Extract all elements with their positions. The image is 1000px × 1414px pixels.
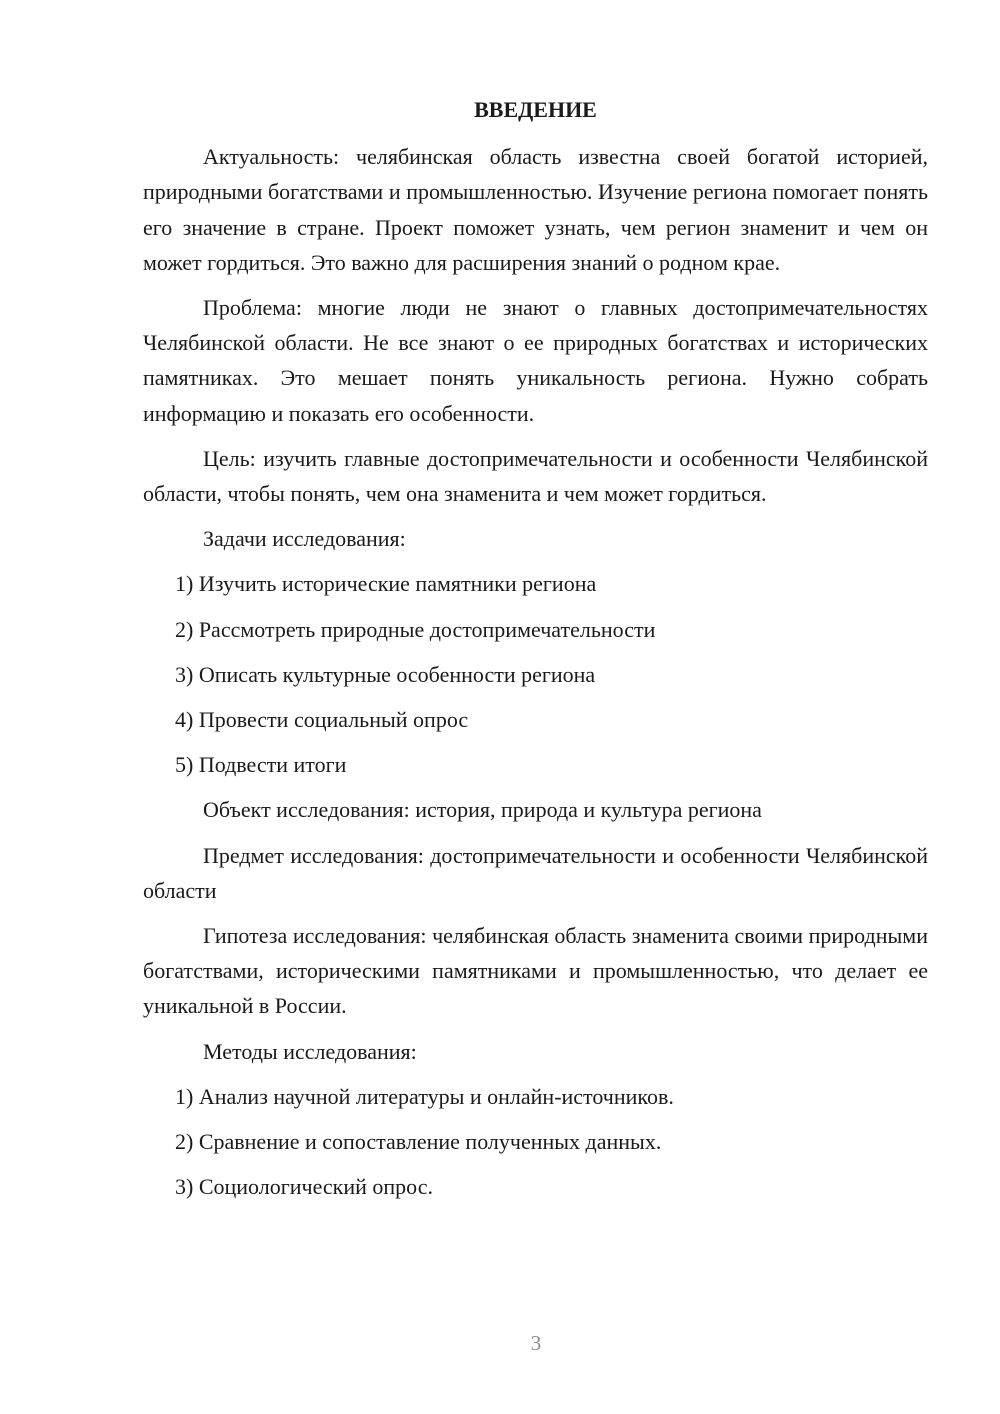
task-item: 4) Провести социальный опрос [175,707,469,733]
relevance-paragraph: Актуальность: челябинская область известна своей богатой историей, природными богатствами и промышленностью. Изучение региона помогает понять его значение в стране. Проект поможет узнать, чем регион знаменит и чем он может гордиться. Это важно для расширения знаний о родном крае. [143,144,928,275]
object-line: Объект исследования: история, природа и культура региона [203,797,762,823]
document-page [143,92,928,1214]
page-number: 3 [530,1331,542,1355]
method-item: 2) Сравнение и сопоставление полученных данных. [175,1129,662,1155]
task-item: 5) Подвести итоги [175,752,347,778]
method-item: 1) Анализ научной литературы и онлайн-источников. [175,1083,674,1109]
subject-paragraph: Предмет исследования: достопримечательности и особенности Челябинской области [143,842,928,903]
tasks-heading: Задачи исследования: [203,526,406,552]
task-item: 2) Рассмотреть природные достопримечательности [175,616,656,642]
goal-paragraph: Цель: изучить главные достопримечательности и особенности Челябинской области, чтобы понять, чем она знаменита и чем может гордиться. [143,445,928,507]
problem-paragraph: Проблема: многие люди не знают о главных достопримечательностях Челябинской области. Не все знают о ее природных богатствах и исторических памятниках. Это мешает понять уникальность региона. Нужно собрать информацию и показать его особенности. [143,295,928,426]
task-item: 3) Описать культурные особенности региона [175,661,596,687]
hypothesis-paragraph: Гипотеза исследования: челябинская область знаменита своими природными богатствами, историческими памятниками и промышленностью, что делает ее уникальной в России. [143,923,928,1019]
method-item: 3) Социологический опрос. [175,1174,433,1200]
methods-list [143,1079,928,1205]
section-title: ВВЕДЕНИЕ [474,97,597,122]
task-item: 1) Изучить исторические памятники региона [175,571,597,597]
methods-heading: Методы исследования: [203,1038,417,1064]
tasks-list [143,566,928,782]
